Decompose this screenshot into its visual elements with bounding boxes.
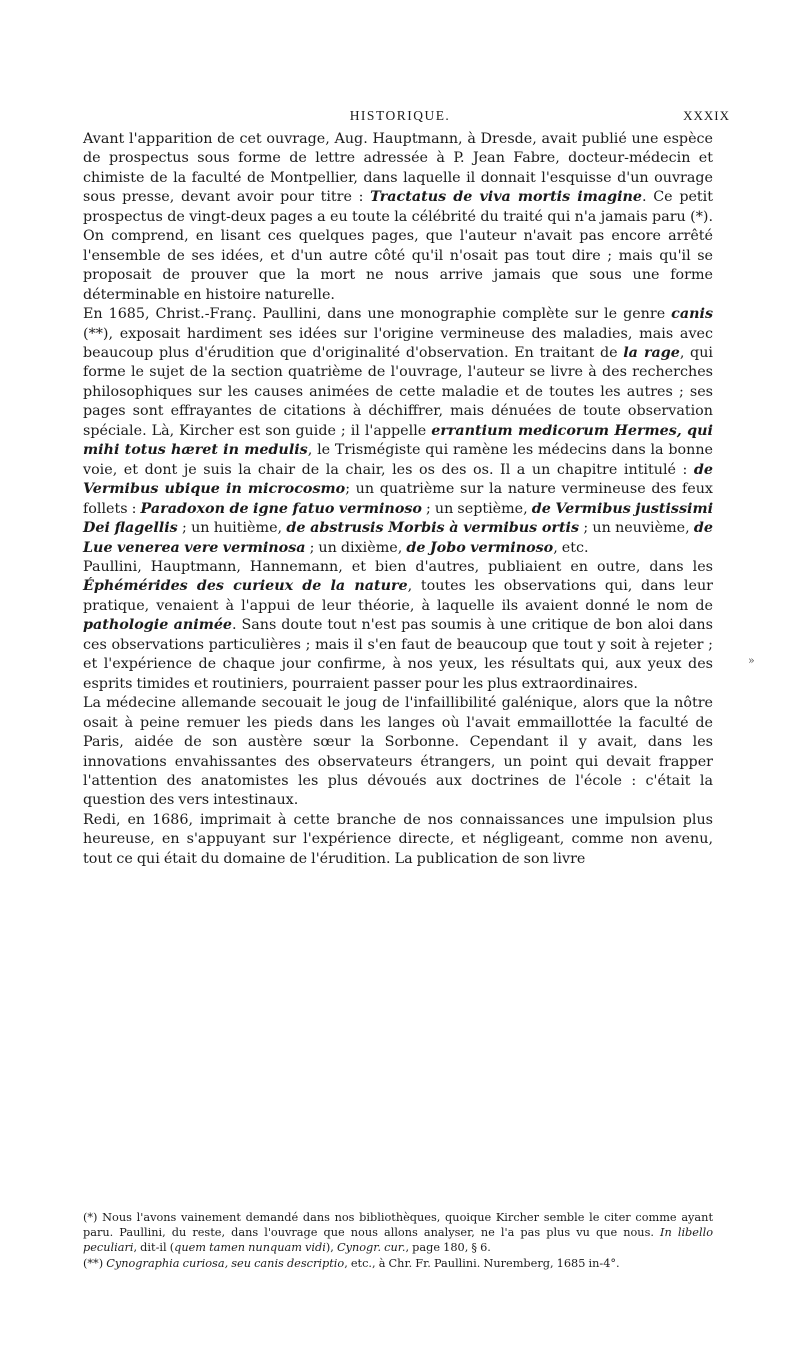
text-run: . Sans doute tout n'est pas soumis à une critique de bon aloi dans ces observations particulières ; mais il s'en faut de beaucoup que tout y soit à rejeter ; et l'expérience de chaque jour confirme, à nos yeux, les résultats qui, aux yeux des esprits timides et routiniers, pourraient passer pour les plus extraordinaires. [83,617,713,692]
footnote [83,1210,713,1255]
text-run: , toutes les observations qui, dans leur pratique, venaient à l'appui de leur théorie, à laquelle ils avaient donné le nom de [83,578,713,614]
italic-run: de Lue venerea vere verminosa [83,520,713,556]
paragraph [83,305,713,558]
text-run: En 1685, Christ.-Franç. Paullini, dans une monographie complète sur le genre [83,306,672,323]
text-run: , page 180, § 6. [405,1241,491,1254]
text-run: (**) [83,1257,107,1270]
text-run: , etc., à Chr. Fr. Paullini. Nuremberg, 1685 in-4°. [344,1257,620,1270]
text-run: ; un quatrième sur la nature vermineuse des feux follets : [83,481,713,517]
italic-run: quem tamen nunquam vidi [174,1241,326,1254]
text-run: La médecine allemande secouait le joug de l'infaillibilité galénique, alors que la nôtre osait à peine remuer les pieds dans les langes où l'avait emmaillottée la faculté de Paris, aidée de son austère sœur la Sorbonne. Cependant il y avait, dans les innovations envahissantes des observateurs étrangers, un point qui devait frapper l'attention des anatomistes les plus dévoués aux doctrines de l'école : c'était la question des vers intestinaux. [83,695,713,809]
text-run: Redi, en 1686, imprimait à cette branche de nos connaissances une impulsion plus heureuse, en s'appuyant sur l'expérience directe, et négligeant, comme non avenu, tout ce qui était du domaine de l'érudition. La publication de son livre [83,811,713,867]
text-run: ; un septième, [421,500,532,517]
running-title: HISTORIQUE. [349,108,451,123]
italic-run: de abstrusis Morbis à vermibus ortis [286,520,580,537]
italic-run: Éphémérides des curieux de la nature [83,578,408,595]
text-run: ; un neuvième, [579,520,694,537]
text-run: ; un dixième, [305,539,407,556]
text-run: (**), exposait hardiment ses idées sur l'origine vermineuse des maladies, mais avec beaucoup plus d'érudition que d'originalité d'observation. En traitant de [83,325,713,361]
italic-run: de Vermibus ubique in microcosmo [83,461,713,498]
body-text [83,130,713,869]
text-run: , etc. [553,539,589,556]
text-run: ; un huitième, [177,520,287,537]
paragraph [83,694,713,811]
italic-run: de Vermibus justissimi Dei flagellis [83,500,714,537]
italic-run: errantium medicorum Hermes, qui mihi totus hæret in medulis [83,422,713,459]
italic-run: In libello peculiari [83,1226,714,1254]
text-run: . Ce petit prospectus de vingt-deux pages a eu toute la célébrité du traité qui n'a jamais paru (*). On comprend, en lisant ces quelques pages, que l'auteur n'avait pas encore arrêté l'ensemble de ses idées, et d'un autre côté qu'il n'osait pas tout dire ; mais qu'il se proposait de prouver que la mort ne nous arrive jamais que sous une forme déterminable en histoire naturelle. [83,189,713,303]
italic-run: Paradoxon de igne fatuo verminoso [140,500,422,517]
margin-mark: » [748,654,755,667]
text-run: Avant l'apparition de cet ouvrage, Aug. Hauptmann, à Dresde, avait publié une espèce de prospectus sous forme de lettre adressée à P. Jean Fabre, docteur-médecin et chimiste de la faculté de Montpellier, dans laquelle il donnait l'esquisse d'un ouvrage sous presse, devant avoir pour titre : [83,131,713,206]
italic-run: Cynogr. cur. [336,1241,406,1254]
paragraph [83,811,713,869]
italic-run: canis [671,306,713,323]
footnotes [83,1210,713,1272]
paragraph [83,558,713,694]
text-run: , qui forme le sujet de la section quatrième de l'ouvrage, l'auteur se livre à des recherches philosophiques sur les causes animées de cette maladie et de toutes les autres ; ses pages sont effrayantes de citations à déchiffrer, mais dénuées de toute observation spéciale. Là, Kircher est son guide ; il l'appelle [83,344,713,439]
italic-run: pathologie animée [83,617,233,634]
page-number: XXXIX [683,108,730,123]
paragraph [83,130,713,305]
italic-run: de Jobo verminoso [406,539,554,556]
footnote [83,1256,713,1271]
text-run: Paullini, Hauptmann, Hannemann, et bien d'autres, publiaient en outre, dans les [83,558,713,575]
running-head [70,108,730,132]
text-run: , le Trismégiste qui ramène les médecins dans la bonne voie, et dont je suis la chair de la chair, les os des os. Il a un chapitre intitulé : [83,442,714,478]
text-run: ), [325,1241,337,1254]
text-run: (*) Nous l'avons vainement demandé dans nos bibliothèques, quoique Kircher semble le citer comme ayant paru. Paullini, du reste, dans l'ouvrage que nous allons analyser, ne l'a pas plus vu que nous. [83,1211,713,1239]
italic-run: la rage [623,344,680,361]
italic-run: Cynographia curiosa, seu canis descriptio [106,1257,345,1270]
italic-run: Tractatus de viva mortis imagine [370,189,643,206]
text-run: , dit-il ( [133,1241,175,1254]
